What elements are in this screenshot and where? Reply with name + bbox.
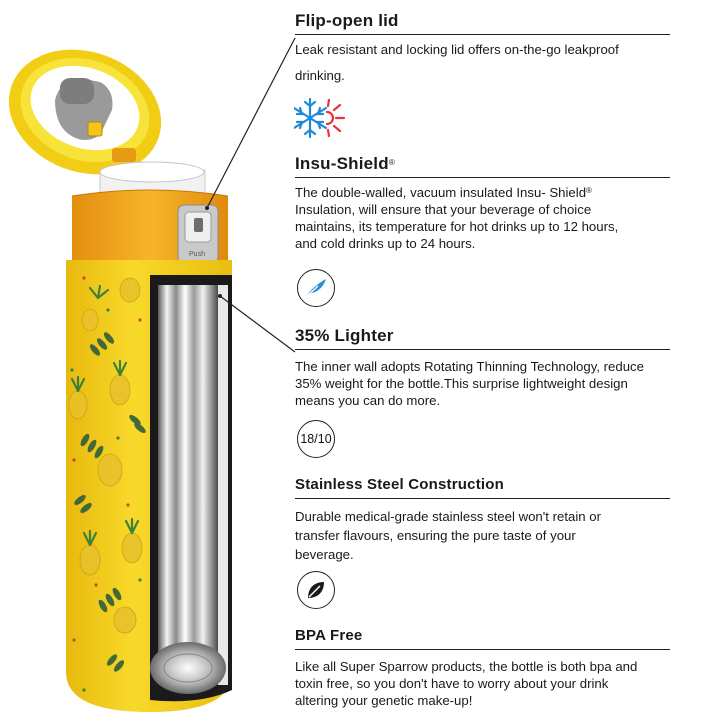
feature-description: The double-walled, vacuum insulated Insu- Shield® Insulation, will ensure that your beverage of choice maintains, its temperature for hot drinks up to 12 hours, and cold drinks up to 24 hours. (295, 185, 619, 251)
feature-title: BPA Free (295, 627, 363, 644)
feather-icon (297, 269, 335, 307)
push-label: Push (189, 251, 205, 258)
feature-lighter (295, 326, 670, 409)
divider (295, 498, 670, 499)
feature-title: Flip-open lid (295, 11, 399, 30)
divider (295, 177, 670, 178)
divider (295, 34, 670, 35)
feature-description: Durable medical-grade stainless steel won't retain or transfer flavours, ensuring the pure taste of your beverage. (295, 509, 601, 562)
divider (295, 649, 670, 650)
leaf-icon (297, 571, 335, 609)
feature-insu-shield (295, 154, 670, 252)
feature-title: Insu-Shield® (295, 154, 395, 173)
feature-title: Stainless Steel Construction (295, 476, 504, 493)
feature-description: Leak resistant and locking lid offers on-the-go leakproof drinking. (295, 42, 619, 83)
steel-grade-label: 18/10 (300, 432, 332, 446)
snowflake-sun-icon (294, 96, 346, 140)
feature-title: 35% Lighter (295, 326, 394, 345)
lock-button (178, 205, 218, 263)
feature-flip-lid (295, 11, 670, 89)
cutaway-steel (150, 275, 232, 701)
divider (295, 349, 670, 350)
steel-grade-icon (297, 420, 335, 458)
feature-bpa-free (295, 626, 670, 709)
feature-stainless-steel (295, 475, 670, 564)
feature-description: The inner wall adopts Rotating Thinning Technology, reduce 35% weight for the bottle.This surprise lightweight design means you can do more. (295, 359, 644, 408)
bottle-illustration (0, 0, 300, 720)
feature-description: Like all Super Sparrow products, the bottle is both bpa and toxin free, so you don't have to worry about your drink altering your genetic make-up! (295, 659, 638, 708)
